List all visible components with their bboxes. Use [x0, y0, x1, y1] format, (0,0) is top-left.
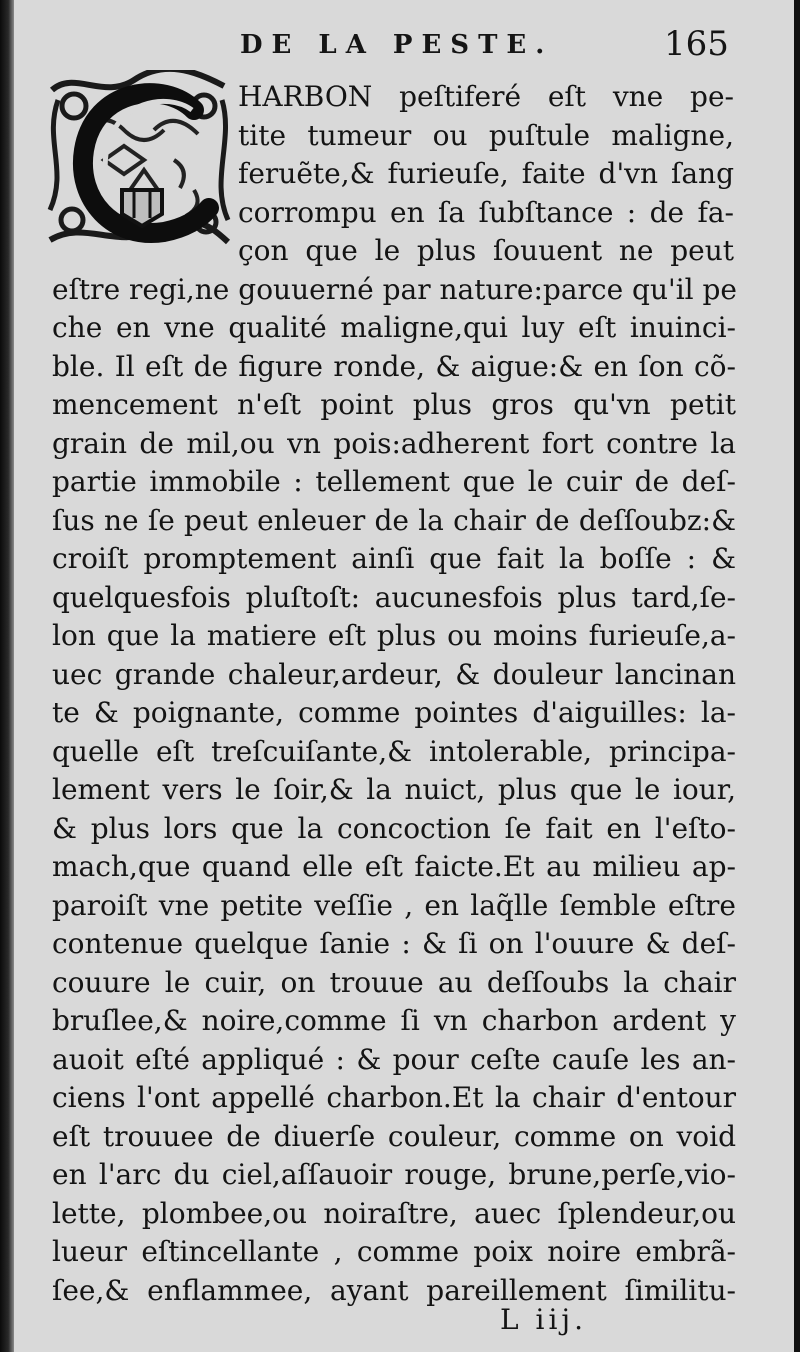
text-line: partie immobile : tellement que le cuir de deſ- [52, 465, 736, 498]
text-line: HARBON peſtiferé eſt vne pe- [238, 80, 734, 113]
text-line: contenue quelque ſanie : & ſi on l'ouure & deſ- [52, 927, 736, 960]
text-line: couure le cuir, on trouue au deſſoubs la chair [52, 965, 736, 999]
text-line: te & poignante, comme pointes d'aiguilles: la- [52, 696, 736, 729]
decorated-initial-letter-c-icon [44, 70, 234, 254]
text-line: bruſlee,& noire,comme ſi vn charbon ardent y [52, 1004, 736, 1037]
text-line: quelle eſt treſcuiſante,& intolerable, principa- [52, 734, 736, 768]
page-number: 165 [664, 24, 729, 64]
text-line: corrompu en ſa ſubſtance : de fa- [238, 195, 734, 229]
text-line: ſee,& enflammee, ayant pareillement ſimilitu- [52, 1273, 736, 1307]
text-line: croiſt promptement ainſi que fait la boſſe : & [52, 542, 736, 575]
page-edge-shadow [794, 0, 800, 1352]
text-line: mach,que quand elle eſt faicte.Et au milieu ap- [52, 850, 736, 883]
text-line: feruẽte,& furieuſe, faite d'vn ſang [238, 157, 734, 190]
text-line: eſt trouuee de diuerſe couleur, comme on void [52, 1119, 736, 1153]
text-line: grain de mil,ou vn pois:adherent fort contre la [52, 426, 736, 460]
text-line: ble. Il eſt de figure ronde, & aigue:& en ſon cõ- [52, 349, 736, 383]
text-line: ciens l'ont appellé charbon.Et la chair d'entour [52, 1081, 736, 1114]
text-line: & plus lors que la concoction ſe fait en l'eſto- [52, 811, 736, 845]
text-line: ſus ne ſe peut enleuer de la chair de deſſoubz:& [52, 503, 736, 537]
text-line: lon que la matiere eſt plus ou moins furieuſe,a- [52, 619, 736, 652]
text-line: mencement n'eſt point plus gros qu'vn petit [52, 388, 736, 421]
text-line: uec grande chaleur,ardeur, & douleur lancinan [52, 657, 736, 691]
text-line: lette, plombee,ou noiraſtre, auec ſplendeur,ou [52, 1196, 736, 1230]
text-line: en l'arc du ciel,aſſauoir rouge, brune,perſe,vio- [52, 1158, 736, 1191]
text-line: paroiſt vne petite veſſie , en laq̃lle ſemble eſtre [52, 888, 736, 922]
page-gutter-shadow [0, 0, 14, 1352]
signature-mark: L iij. [500, 1303, 587, 1336]
text-line: eſtre regi,ne gouuerné par nature:parce qu'il pe [52, 272, 738, 306]
text-line: tite tumeur ou puſtule maligne, [238, 118, 734, 152]
text-line: çon que le plus ſouuent ne peut [238, 234, 734, 267]
page-header [0, 24, 800, 70]
text-line: quelquesfois pluſtoſt: aucunesfois plus tard,ſe- [52, 580, 736, 614]
text-line: che en vne qualité maligne,qui luy eſt inuinci- [52, 311, 736, 344]
text-line: lement vers le ſoir,& la nuict, plus que le iour, [52, 773, 736, 806]
text-line: lueur eſtincellante , comme poix noire embrã- [52, 1235, 736, 1268]
text-line: auoit eſté appliqué : & pour ceſte cauſe les an- [52, 1042, 736, 1076]
running-title: DE LA PESTE. [240, 30, 554, 60]
